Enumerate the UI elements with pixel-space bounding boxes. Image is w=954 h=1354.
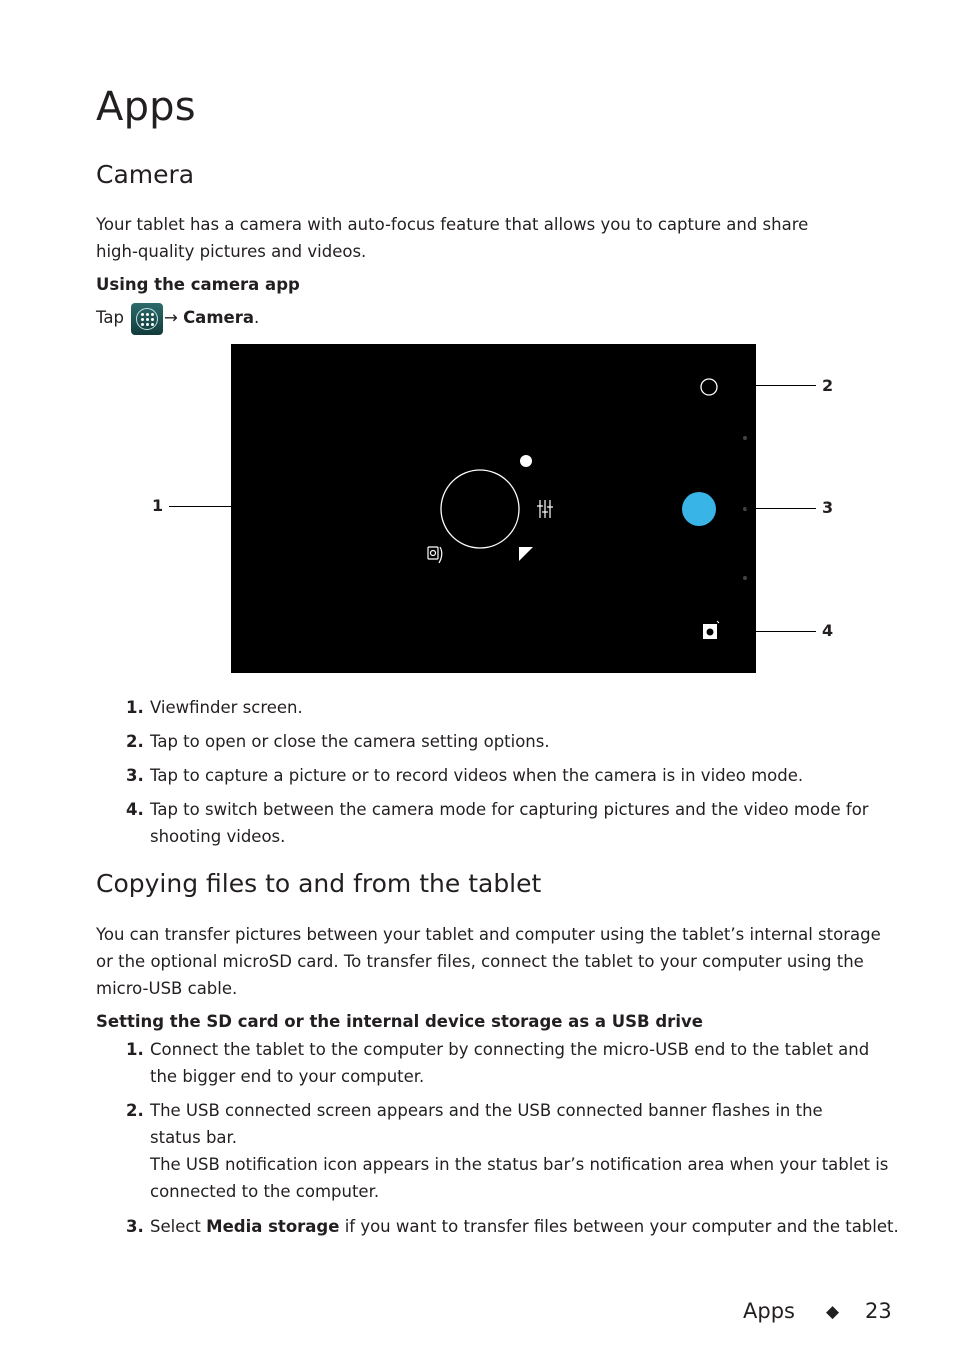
page-title: Apps — [96, 84, 196, 130]
footer-section-name: Apps — [743, 1299, 795, 1323]
using-camera-heading: Using the camera app — [96, 275, 300, 294]
list-number: 4. — [126, 800, 144, 819]
indicator-dot — [743, 576, 747, 580]
callout-number-1: 1 — [152, 496, 164, 515]
list-number: 2. — [126, 1101, 144, 1120]
camera-viewfinder-screenshot — [231, 344, 756, 673]
list-number: 3. — [126, 1217, 144, 1236]
list-text: The USB connected screen appears and the USB connected banner flashes in the status bar. — [150, 1101, 823, 1147]
switch-camera-icon — [428, 547, 442, 563]
callout-line-1 — [169, 506, 248, 507]
callout-number-2: 2 — [822, 376, 834, 395]
svg-text:A: A — [521, 466, 526, 474]
camera-intro: Your tablet has a camera with auto-focus feature that allows you to capture and share high-quality pictures and videos. — [96, 215, 809, 261]
tap-suffix: . — [253, 308, 260, 327]
select-prefix: Select — [150, 1217, 201, 1236]
callout-line-3 — [746, 508, 816, 509]
settings-ring-icon — [441, 470, 519, 548]
copy-intro: You can transfer pictures between your tablet and computer using the tablet’s internal storage or the optional microSD card. To transfer files, connect the tablet to your computer using the micro-USB cable. — [96, 925, 881, 998]
arrow: → — [164, 308, 178, 327]
media-storage-option: Media storage — [206, 1217, 340, 1236]
camera-mode-switch-icon — [703, 621, 719, 639]
copy-files-heading: Copying files to and from the tablet — [96, 869, 542, 898]
callout-line-4 — [746, 631, 816, 632]
callout-line-2 — [746, 385, 816, 386]
list-text — [150, 1213, 910, 1240]
list-number: 1. — [126, 698, 144, 717]
tap-target-row — [164, 308, 259, 327]
shutter-button-icon — [682, 492, 716, 526]
flash-auto-icon — [520, 455, 532, 474]
list-text: Tap to open or close the camera setting options. — [150, 732, 550, 751]
exposure-icon — [519, 547, 533, 561]
callout-number-4: 4 — [822, 621, 834, 640]
list-number: 1. — [126, 1040, 144, 1059]
select-suffix: if you want to transfer files between your computer and the tablet. — [344, 1217, 899, 1236]
list-text: Connect the tablet to the computer by connecting the micro-USB end to the tablet and the bigger end to your computer. — [150, 1040, 870, 1086]
settings-toggle-icon — [701, 379, 717, 395]
indicator-dot — [743, 436, 747, 440]
camera-heading: Camera — [96, 160, 195, 189]
list-number: 2. — [126, 732, 144, 751]
usb-drive-heading: Setting the SD card or the internal device storage as a USB drive — [96, 1012, 703, 1031]
sliders-icon — [537, 500, 553, 518]
list-number: 3. — [126, 766, 144, 785]
tap-prefix: Tap — [96, 308, 124, 327]
viewfinder-overlay — [231, 344, 756, 673]
list-text-extra: The USB notification icon appears in the status bar’s notification area when your tablet is connected to the computer. — [150, 1155, 889, 1201]
footer-diamond-icon: ◆ — [826, 1302, 840, 1322]
list-text: Tap to switch between the camera mode for capturing pictures and the video mode for shooting videos. — [150, 800, 869, 846]
camera-app-name: Camera — [183, 308, 254, 327]
tap-instruction — [96, 308, 124, 327]
callout-number-3: 3 — [822, 498, 834, 517]
list-text: Viewfinder screen. — [150, 698, 303, 717]
page-number: 23 — [865, 1299, 892, 1323]
apps-launcher-icon — [131, 303, 163, 335]
list-text: Tap to capture a picture or to record videos when the camera is in video mode. — [150, 766, 804, 785]
